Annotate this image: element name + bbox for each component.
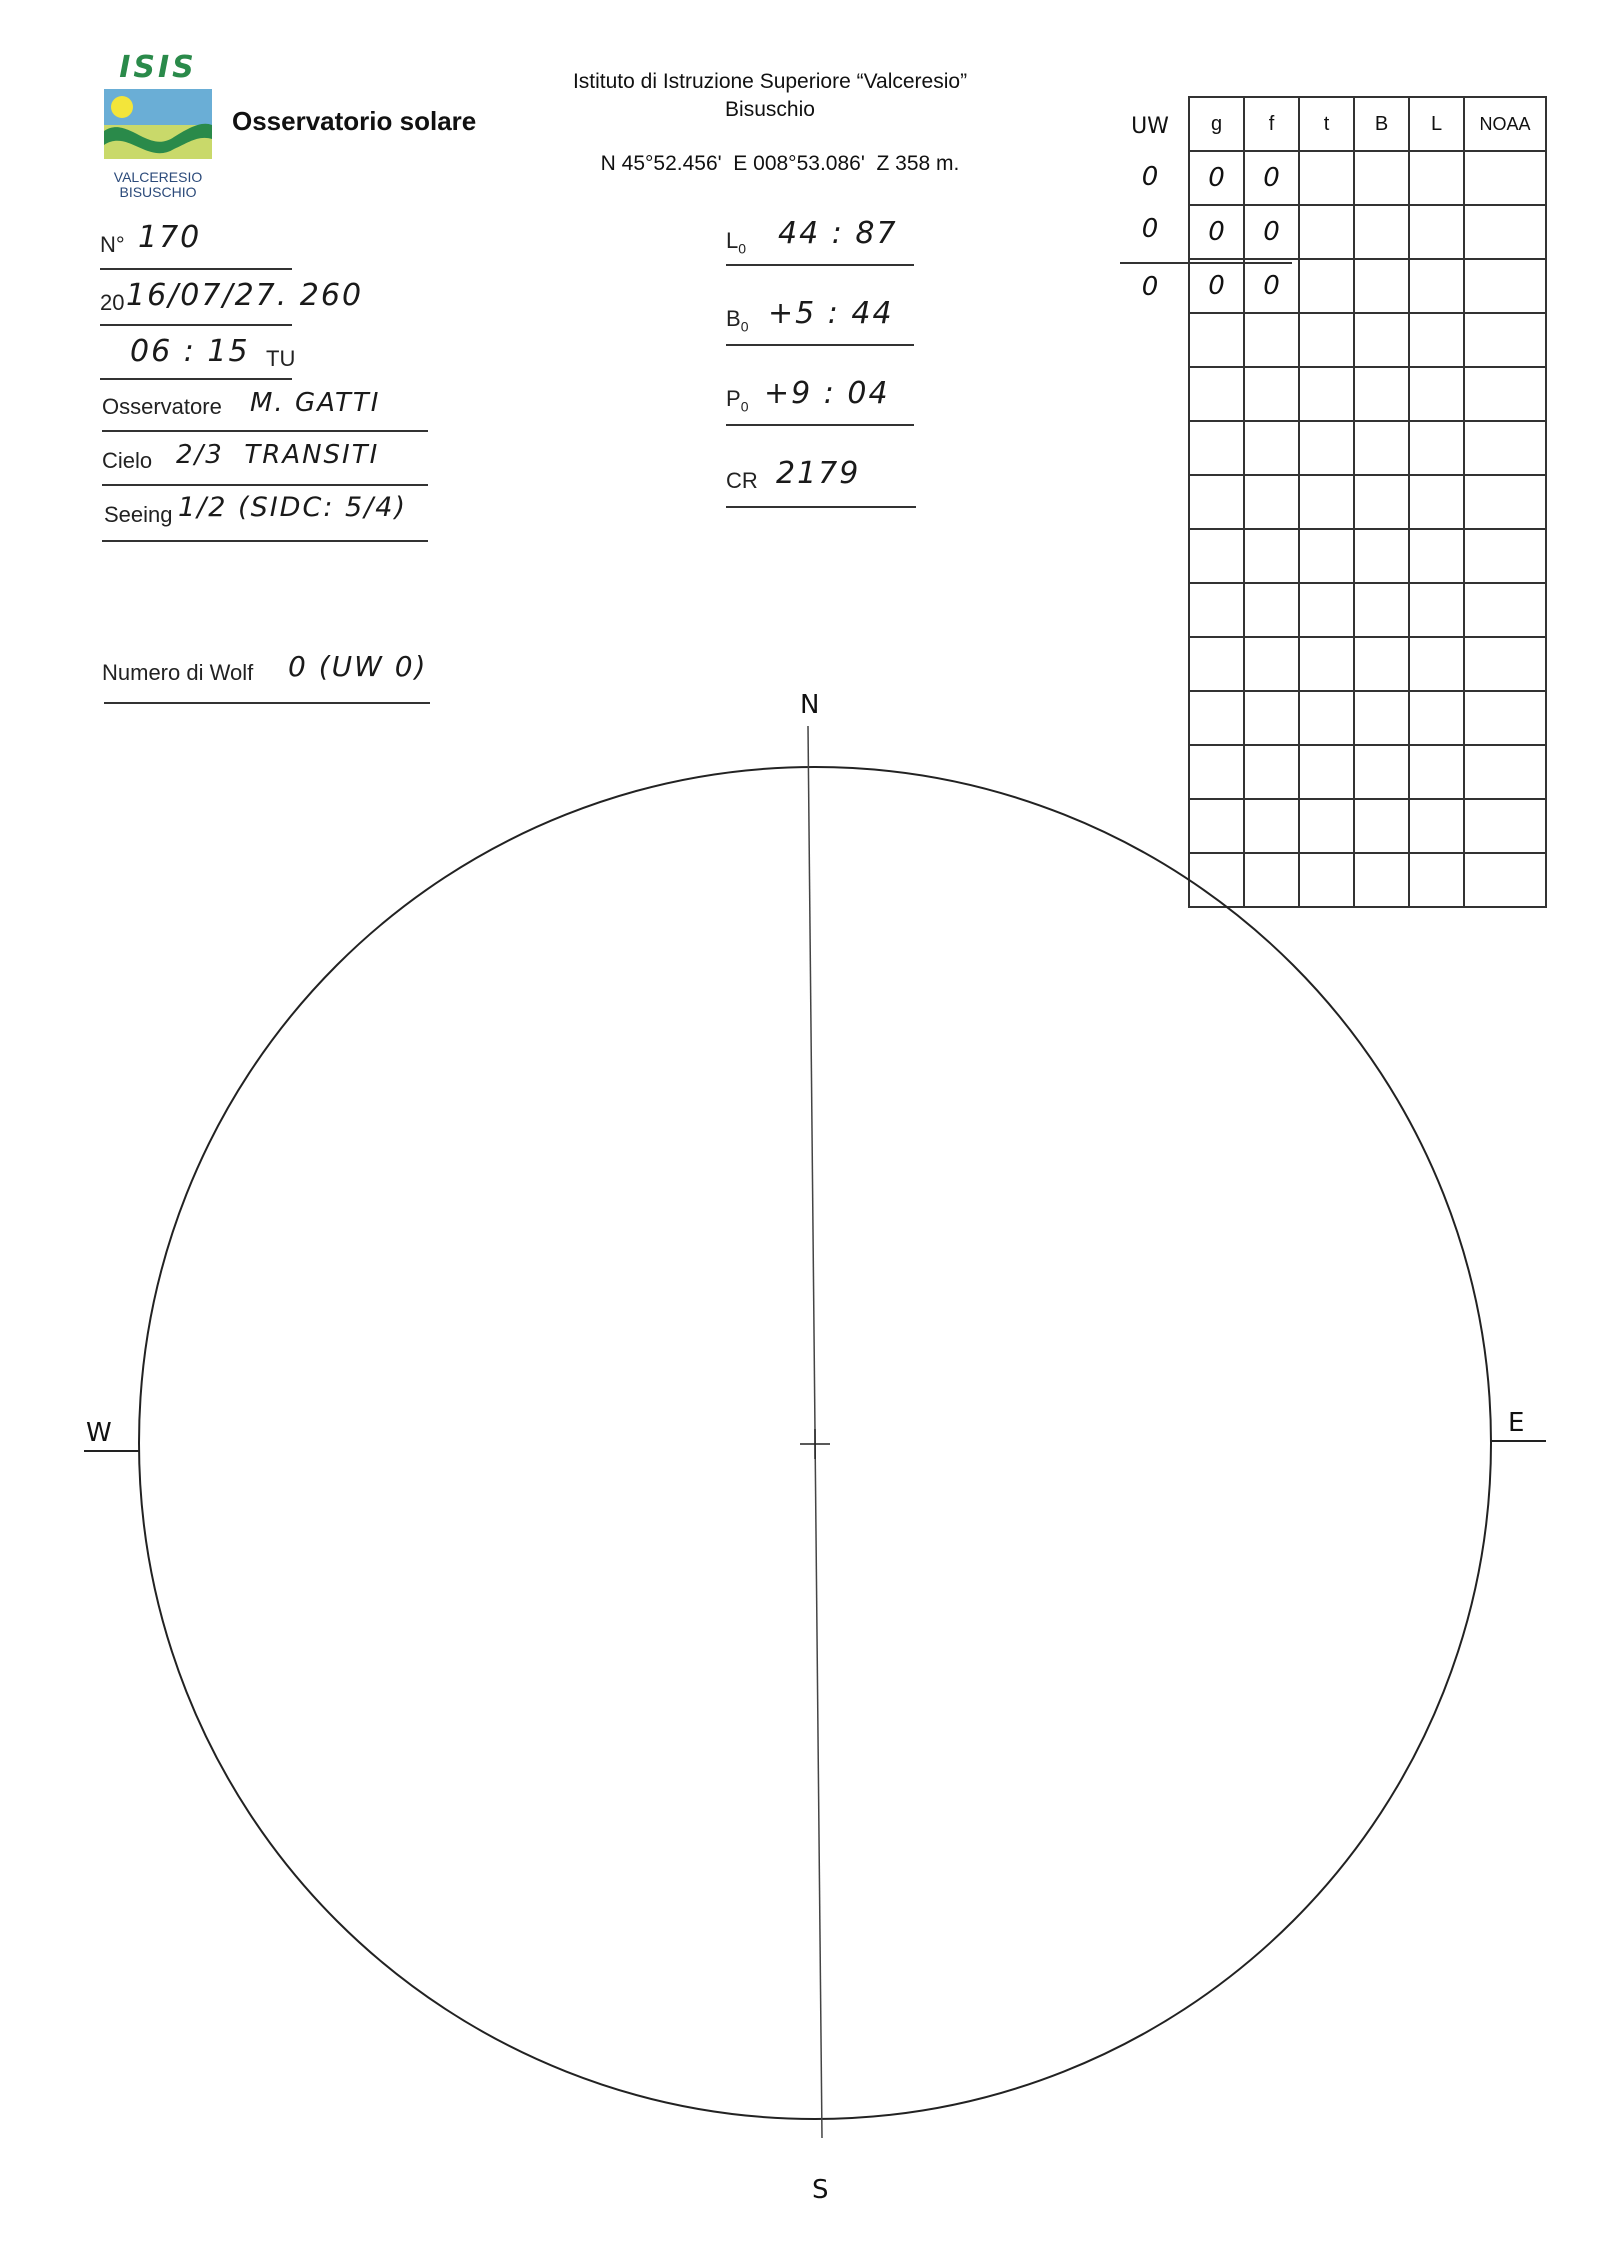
north-label: N [800,690,820,720]
logo-sub-2: BISUSCHIO [119,184,197,200]
header-noaa: NOAA [1464,97,1546,151]
l0-sub: 0 [738,240,747,257]
p0-sub: 0 [740,398,749,415]
institute-line-1: Istituto di Istruzione Superiore “Valceresio” [572,70,968,93]
sky-label: Cielo [102,448,153,473]
header-t: t [1299,97,1354,151]
b0-letter: B [726,306,741,331]
header-g: g [1189,97,1244,151]
cell-f-value: 0 [1263,163,1280,193]
east-label: E [1508,1408,1525,1438]
l0-letter: L [726,228,739,253]
time-value: 06 : 15 [130,334,250,369]
uw-value-3: 0 [1141,272,1159,302]
uw-value-1: 0 [1141,162,1159,192]
cell-g-value: 0 [1208,217,1225,247]
page-title: Osservatorio solare [232,106,477,136]
cell-f-value: 0 [1263,217,1280,247]
p0-letter: P [726,386,741,411]
cell-g-value: 0 [1208,163,1225,193]
cr-label: CR [726,468,758,493]
sky-value: 2/3 TRANSITI [176,440,380,470]
logo-sub-1: VALCERESIO [113,169,203,185]
wolf-value: 0 (UW 0) [288,650,428,683]
header-f: f [1244,97,1299,151]
l0-value: 44 : 87 [778,216,898,251]
p0-value: +9 : 04 [764,376,890,411]
institute-line-2: Bisuschio [725,98,815,121]
observatory-coordinates: N 45°52.456' E 008°53.086' Z 358 m. [600,152,960,175]
date-value: 16/07/27. 260 [126,278,364,313]
wolf-label: Numero di Wolf [102,660,254,685]
uw-value-2: 0 [1141,214,1159,244]
number-label: N° [100,232,125,257]
cell-f-value: 0 [1263,271,1280,301]
seeing-label: Seeing [104,502,173,527]
header-l: L [1409,97,1464,151]
time-unit: TU [266,346,296,371]
observer-value: M. GATTI [250,388,381,418]
b0-sub: 0 [740,318,749,335]
number-value: 170 [138,220,202,255]
uw-header: UW [1131,114,1169,139]
date-prefix: 20 [100,290,125,315]
cell-g-value: 0 [1208,271,1225,301]
b0-value: +5 : 44 [768,296,894,331]
header-b: B [1354,97,1409,151]
logo-text: ISIS [119,50,197,85]
south-label: S [812,2175,829,2205]
cr-value: 2179 [776,456,861,491]
observer-label: Osservatore [102,394,222,419]
west-label: W [86,1418,112,1448]
seeing-value: 1/2 (SIDC: 5/4) [178,492,407,523]
